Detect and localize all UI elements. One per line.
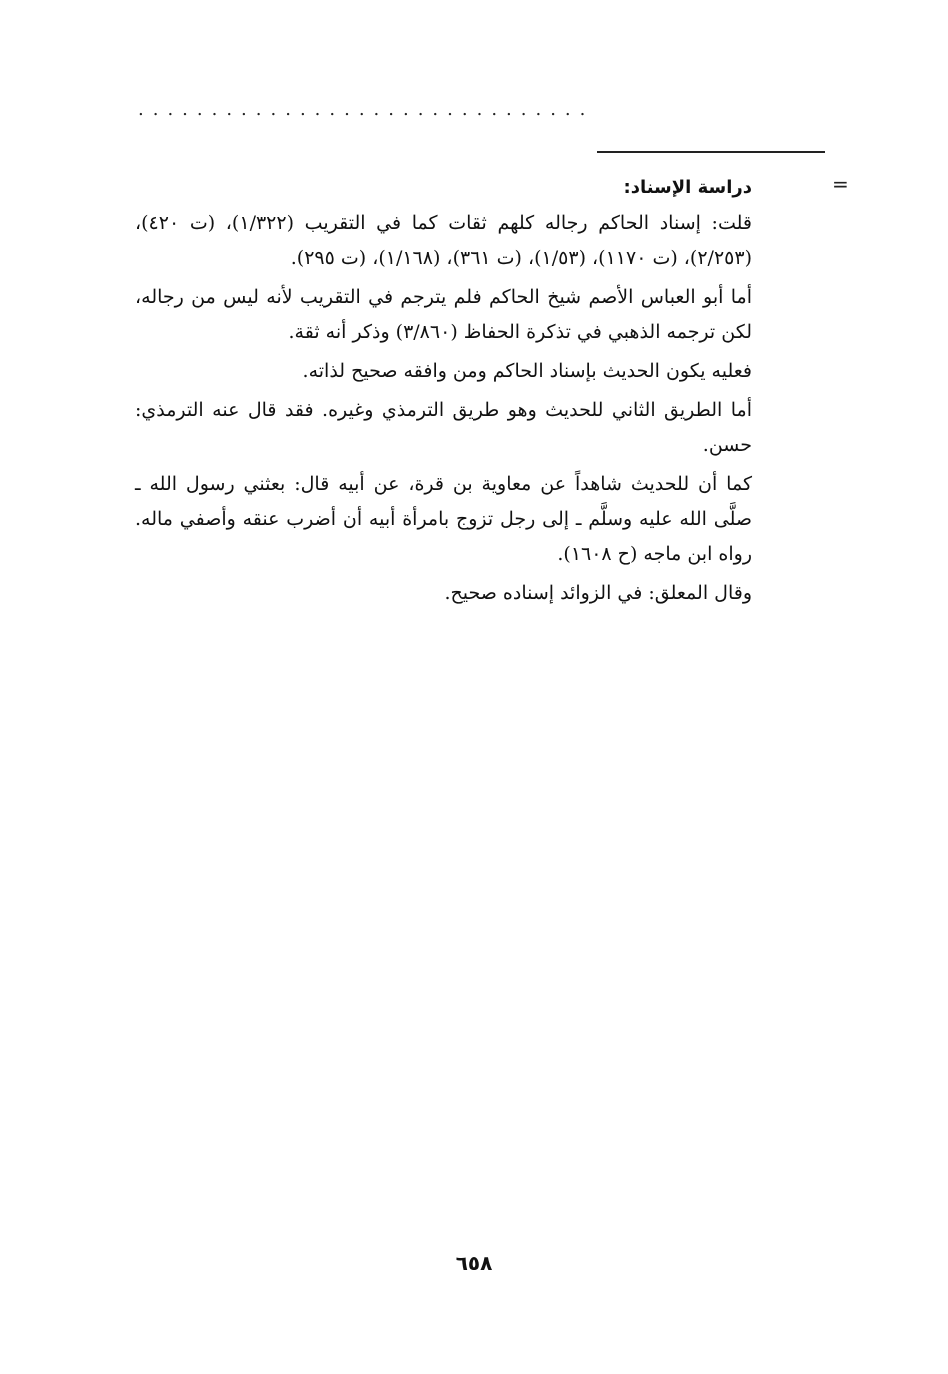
footnote-rule bbox=[597, 151, 825, 153]
paragraph-tirmidhi: أما الطريق الثاني للحديث وهو طريق الترمذي وغيره. فقد قال عنه الترمذي: حسن. bbox=[135, 399, 752, 456]
top-dotted-separator: ............................... bbox=[138, 100, 595, 120]
paragraph-narrators: قلت: إسناد الحاكم رجاله كلهم ثقات كما في التقريب (١/٣٢٢)، (ت ٤٢٠)، (٢/٢٥٣)، (ت ١١٧٠)، (١/٥٣)، (ت ٣٦١)، (١/١٦٨)، (ت ٢٩٥). bbox=[135, 212, 752, 269]
continuation-marker: = bbox=[832, 172, 849, 196]
section-title: دراسة الإسناد: bbox=[623, 177, 752, 198]
page-number: ٦٥٨ bbox=[455, 1251, 493, 1275]
paragraph-al-asamm: أما أبو العباس الأصم شيخ الحاكم فلم يترجم في التقريب لأنه ليس من رجاله، لكن ترجمه الذهبي في تذكرة الحفاظ (٣/٨٦٠) وذكر أنه ثقة. bbox=[135, 286, 752, 343]
paragraph-verdict: فعليه يكون الحديث بإسناد الحاكم ومن وافقه صحيح لذاته. bbox=[302, 360, 752, 382]
paragraph-witness: كما أن للحديث شاهداً عن معاوية بن قرة، عن أبيه قال: بعثني رسول الله ـ صلَّى الله عليه وسلَّم ـ إلى رجل تزوج بامرأة أبيه أن أضرب عنقه وأصفي ماله. رواه ابن ماجه (ح ١٦٠٨). bbox=[135, 473, 752, 565]
main-text-block bbox=[135, 170, 752, 615]
paragraph-commentator: وقال المعلق: في الزوائد إسناده صحيح. bbox=[444, 582, 752, 604]
